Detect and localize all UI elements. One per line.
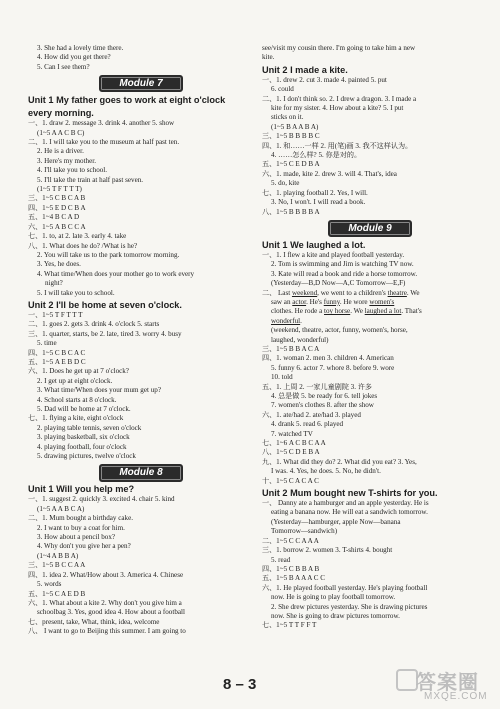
answer-line: 一、1. drew 2. cut 3. made 4. painted 5. put bbox=[262, 75, 387, 84]
answer-line: 6. could bbox=[271, 85, 294, 94]
stamp-icon bbox=[396, 669, 418, 691]
answer-line: (1~4 A B B A) bbox=[37, 551, 79, 560]
answer-line: 七、1. playing football 2. Yes, I will. bbox=[262, 188, 368, 197]
answer-line: 二、1~5 C C A A A bbox=[262, 536, 319, 545]
answer-line: 八、 I want to go to Beijing this summer. I am going to bbox=[28, 627, 186, 636]
answer-line: 四、1~5 C B C A C bbox=[28, 348, 86, 357]
answer-line: 5. do, kite bbox=[271, 179, 300, 188]
answer-line: 5. funny 6. actor 7. whore 8. before 9. wore bbox=[271, 363, 395, 372]
answer-line: saw an actor. He's funny. He wore women's bbox=[271, 297, 395, 306]
unit-title: Unit 1 My father goes to work at eight o'clock bbox=[28, 95, 226, 106]
answer-line: 三、1~5 C B C A B bbox=[28, 194, 86, 203]
right-column bbox=[262, 44, 478, 631]
answer-line: 六、1. He played football yesterday. He's playing football bbox=[262, 583, 428, 592]
answer-line: 一、1. suggest 2. quickly 3. excited 4. chair 5. kind bbox=[28, 495, 175, 504]
answer-line: 二、 Last weekend, we went to a children's theatre. We bbox=[262, 288, 420, 297]
answer-line: laughed, wonderful) bbox=[271, 335, 329, 344]
answer-line: 八、1~5 B B B B A bbox=[262, 207, 320, 216]
answer-line: schoolbag 3. Yes, good idea 4. How about a football bbox=[37, 608, 185, 617]
answer-line: 六、1. ate/had 2. ate/had 3. played bbox=[262, 410, 361, 419]
answer-line: 二、1. Mum bought a birthday cake. bbox=[28, 514, 134, 523]
answer-line: 七、present, take, What, think, idea, welcome bbox=[28, 617, 160, 626]
answer-line: 2. Tom is swimming and Jim is watching TV now. bbox=[271, 260, 414, 269]
answer-line: (1~5 T F T T T) bbox=[37, 185, 82, 194]
answer-line: 10. told bbox=[271, 373, 293, 382]
module-badge: Module 9 bbox=[328, 220, 411, 237]
answer-line: wonderful. bbox=[271, 316, 302, 325]
answer-line: (weekend, theatre, actor, funny, women's, horse, bbox=[271, 326, 408, 335]
answer-line: 4. drank 5. read 6. played bbox=[271, 420, 344, 429]
answer-line: 2. You will take us to the park tomorrow morning. bbox=[37, 250, 180, 259]
answer-line: kite. bbox=[262, 53, 275, 62]
module-badge: Module 7 bbox=[99, 75, 182, 92]
answer-line: (1~5 A A B C A) bbox=[37, 504, 85, 513]
answer-line: 5. drawing pictures, twelve o'clock bbox=[37, 452, 136, 461]
answer-line: 5. time bbox=[37, 339, 57, 348]
answer-line: 4. How did you get there? bbox=[37, 53, 111, 62]
unit-title: Unit 2 I'll be home at seven o'clock. bbox=[28, 299, 182, 310]
answer-line: 3. Here's my mother. bbox=[37, 156, 97, 165]
answer-line: Tomorrow—sandwich) bbox=[271, 527, 338, 536]
answer-line: 2. He is a driver. bbox=[37, 147, 84, 156]
answer-line: 七、1~6 A C B C A A bbox=[262, 439, 326, 448]
answer-line: 5. words bbox=[37, 580, 62, 589]
answer-line: 七、1. to, at 2. late 3. early 4. take bbox=[28, 232, 127, 241]
watermark-text: 答案圈 bbox=[416, 670, 479, 694]
answer-line: 三、1~5 B B A C A bbox=[262, 344, 320, 353]
unit-title: Unit 1 We laughed a lot. bbox=[262, 239, 366, 250]
unit-title: Unit 2 I made a kite. bbox=[262, 64, 348, 75]
answer-line: (Yesterday—B,D Now—A,C Tomorrow—E,F) bbox=[271, 279, 406, 288]
answer-line: 十、1~5 C A C A C bbox=[262, 476, 319, 485]
answer-line: 一、1. draw 2. message 3. drink 4. another 5. show bbox=[28, 119, 175, 128]
module-badge: Module 8 bbox=[99, 464, 182, 481]
left-column bbox=[28, 44, 254, 637]
answer-line: 七、1. flying a kite, eight o'clock bbox=[28, 414, 124, 423]
answer-line: clothes. He rode a toy horse. We laughed a lot. That's bbox=[271, 307, 422, 316]
answer-line: 四、1~5 C B B A B bbox=[262, 564, 320, 573]
answer-line: (1~5 B A A B A) bbox=[271, 122, 319, 131]
answer-line: 四、1~5 E D C B A bbox=[28, 203, 86, 212]
answer-line: 五、1~5 B A A A C C bbox=[262, 574, 325, 583]
answer-line: 7. women's clothes 8. after the show bbox=[271, 401, 374, 410]
answer-line: 5. Dad will be home at 7 o'clock. bbox=[37, 405, 131, 413]
answer-line: 五、1. 上周 2. 一家儿童剧院 3. 许多 bbox=[262, 382, 372, 391]
answer-line: 3. What time/When does your mum get up? bbox=[37, 386, 161, 395]
answer-line: 三、1~5 B C C A A bbox=[28, 561, 86, 570]
answer-line: 2. playing table tennis, seven o'clock bbox=[37, 423, 142, 432]
answer-line: 六、1. What about a kite 2. Why don't you give him a bbox=[28, 598, 182, 607]
answer-line: sticks on it. bbox=[271, 113, 304, 122]
watermark-url: MXQE.COM bbox=[424, 691, 488, 702]
answer-line: 一、1~5 T F T T T bbox=[28, 310, 83, 319]
answer-line: 5. I will take you to school. bbox=[37, 288, 115, 297]
answer-line: 五、1~4 B C A D bbox=[28, 213, 80, 222]
answer-line: 4. Why don't you give her a pen? bbox=[37, 542, 131, 551]
answer-line: 4. School starts at 8 o'clock. bbox=[37, 395, 117, 404]
answer-line: 四、1. 和……一样 2. 用(笔)画 3. 我不这样认为。 bbox=[262, 141, 413, 150]
answer-line: now. She is going to draw pictures tomorrow. bbox=[271, 611, 400, 620]
answer-line: 2. She drew pictures yesterday. She is drawing pictures bbox=[271, 602, 428, 611]
answer-line: 八、1~5 C D E B A bbox=[262, 448, 320, 457]
answer-line: 一、1. I flew a kite and played football yesterday. bbox=[262, 250, 405, 259]
answer-line: 六、1. made, kite 2. drew 3. will 4. That's, idea bbox=[262, 169, 397, 178]
answer-line: 3. She had a lovely time there. bbox=[37, 44, 124, 52]
answer-line: 4. What time/When does your mother go to work every bbox=[37, 269, 195, 278]
module-header bbox=[262, 219, 478, 238]
answer-line: 五、1~5 C E D B A bbox=[262, 160, 320, 169]
answer-line: 7. watched TV bbox=[271, 429, 313, 438]
answer-line: 三、1~5 B B B B C bbox=[262, 132, 320, 141]
answer-line: 五、1~5 C A E D B bbox=[28, 589, 86, 598]
answer-line: 二、1. I don't think so. 2. I drew a dragon. 3. I made a bbox=[262, 94, 417, 103]
answer-line: 六、1~5 A B C C A bbox=[28, 222, 86, 231]
answer-line: (1~5 A A C B C) bbox=[37, 128, 85, 137]
answer-line: 3. How about a pencil box? bbox=[37, 533, 116, 542]
answer-line: eating a banana now. He will eat a sandwich tomorrow. bbox=[271, 508, 428, 517]
unit-title: Unit 2 Mum bought new T-shirts for you. bbox=[262, 488, 438, 499]
answer-line: 三、1. quarter, starts, be 2. late, tired 3. worry 4. busy bbox=[28, 329, 182, 338]
answer-line: 4. ……怎么样? 5. 你是对的。 bbox=[271, 151, 362, 160]
answer-line: 五、1~5 A E B D C bbox=[28, 357, 86, 366]
answer-line: 4. playing football, four o'clock bbox=[37, 442, 127, 451]
answer-line: 4. 总是做 5. be ready for 6. tell jokes bbox=[271, 392, 378, 400]
answer-line: 八、1. What does he do? /What is he? bbox=[28, 241, 138, 250]
answer-line: 3. No, I won't. I will read a book. bbox=[271, 198, 366, 207]
answer-line: 5. I'll take the train at half past seven. bbox=[37, 175, 144, 184]
module-header bbox=[28, 463, 254, 482]
answer-line: 七、1~5 T T F F T bbox=[262, 621, 317, 630]
answer-line: 二、1. goes 2. gets 3. drink 4. o'clock 5. starts bbox=[28, 320, 160, 329]
answer-line: 二、1. I will take you to the museum at half past ten. bbox=[28, 138, 180, 147]
answer-line: now. He is going to play football tomorrow. bbox=[271, 593, 396, 602]
watermark-logo bbox=[396, 666, 492, 706]
answer-line: 三、1. borrow 2. women 3. T-shirts 4. bought bbox=[262, 546, 393, 555]
answer-line: 5. Can I see them? bbox=[37, 62, 90, 71]
answer-line: 3. playing basketball, six o'clock bbox=[37, 433, 130, 442]
answer-line: 2. I get up at eight o'clock. bbox=[37, 376, 113, 385]
unit-title: every morning. bbox=[28, 108, 94, 119]
module-header bbox=[28, 74, 254, 93]
answer-line: 六、1. Does he get up at 7 o'clock? bbox=[28, 367, 129, 376]
answer-line: 3. Kate will read a book and ride a horse tomorrow. bbox=[271, 269, 418, 278]
answer-line: 四、1. woman 2. men 3. children 4. American bbox=[262, 354, 394, 363]
unit-title: Unit 1 Will you help me? bbox=[28, 484, 135, 495]
page-number: 8 – 3 bbox=[223, 676, 257, 693]
answer-line: I was. 4. Yes, he does. 5. No, he didn't. bbox=[271, 467, 381, 476]
answer-line: night? bbox=[45, 279, 63, 288]
answer-line: 四、1. idea 2. What/How about 3. America 4. Chinese bbox=[28, 570, 184, 579]
answer-line: 4. I'll take you to school. bbox=[37, 166, 108, 175]
answer-line: 九、1. What did they do? 2. What did you eat? 3. Yes, bbox=[262, 457, 417, 466]
answer-line: 一、 Danny ate a hamburger and an apple yesterday. He is bbox=[262, 499, 429, 508]
answer-line: 2. I want to buy a coat for him. bbox=[37, 523, 125, 532]
answer-line: 3. Yes, he does. bbox=[37, 260, 81, 269]
answer-line: see/visit my cousin there. I'm going to take him a new bbox=[262, 44, 416, 52]
answer-line: kite for my sister. 4. How about a kite? 5. I put bbox=[271, 104, 404, 113]
answer-line: 5. read bbox=[271, 555, 291, 564]
answer-line: (Yesterday—hamburger, apple Now—banana bbox=[271, 517, 401, 526]
